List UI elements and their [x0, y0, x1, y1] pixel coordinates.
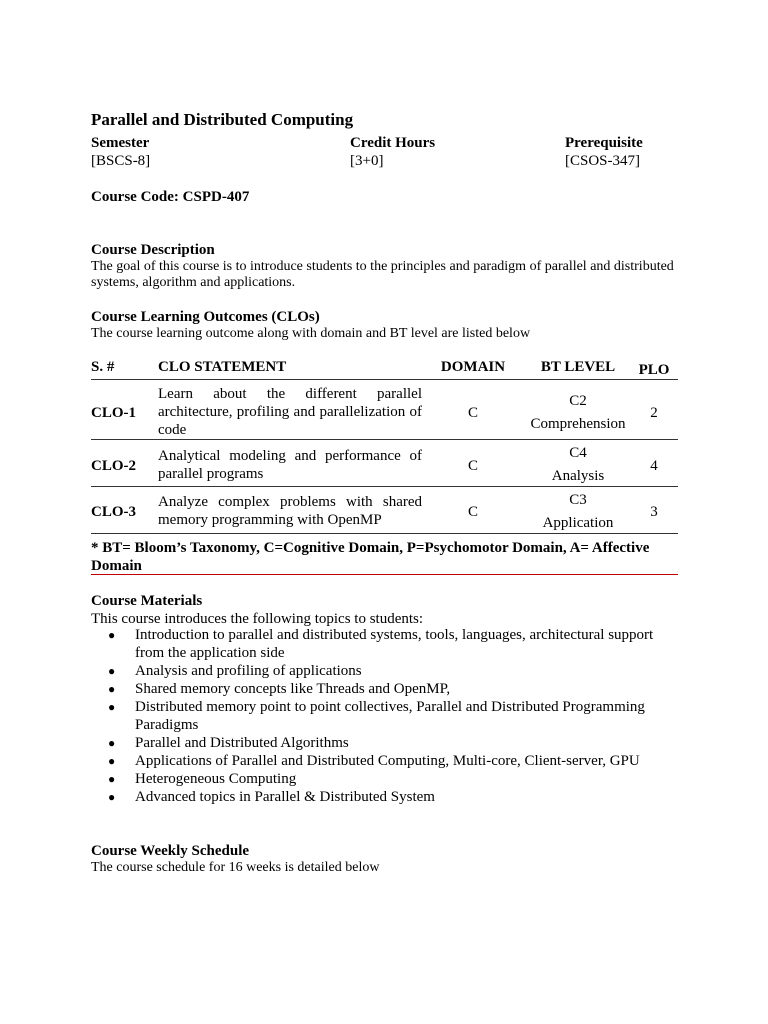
clo-domain: C	[467, 458, 478, 474]
clo-statement: Analyze complex problems with shared memory programming with OpenMP	[158, 494, 422, 528]
bullet-icon: ●	[108, 754, 116, 768]
prerequisite-value: [CSOS-347]	[565, 153, 641, 169]
list-item: ● Parallel and Distributed Algorithms	[108, 735, 349, 751]
list-item: ● Introduction to parallel and distributed systems, tools, languages, architectural support from the application side	[108, 627, 654, 661]
clo-id: CLO-1	[91, 405, 136, 421]
list-item: ● Heterogeneous Computing	[108, 771, 297, 787]
materials-heading: Course Materials	[91, 593, 203, 609]
bullet-icon: ●	[108, 682, 116, 696]
list-item: ● Shared memory concepts like Threads and OpenMP,	[108, 681, 451, 697]
clo-id: CLO-3	[91, 504, 136, 520]
col-header-statement: CLO STATEMENT	[158, 359, 287, 375]
credit-hours-value: [3+0]	[350, 153, 384, 169]
list-item: ● Advanced topics in Parallel & Distributed System	[108, 789, 435, 805]
clo-id: CLO-2	[91, 458, 136, 474]
clo-intro: The course learning outcome along with domain and BT level are listed below	[91, 326, 531, 341]
col-header-sno: S. #	[91, 359, 115, 375]
semester-value: [BSCS-8]	[91, 153, 151, 169]
table-rule	[91, 439, 678, 440]
list-item: ● Analysis and profiling of applications	[108, 663, 362, 679]
clo-bt-name: Application	[542, 515, 614, 531]
page-title: Parallel and Distributed Computing	[91, 110, 354, 129]
table-rule	[91, 486, 678, 487]
credit-hours-block	[350, 134, 435, 170]
table-rule	[91, 379, 678, 380]
clo-plo: 2	[650, 405, 658, 421]
bullet-icon: ●	[108, 790, 116, 804]
description-text: The goal of this course is to introduce students to the principles and paradigm of parallel and distributed systems, algorithm and applications.	[91, 259, 674, 290]
prerequisite-block	[565, 134, 643, 170]
clo-statement: Learn about the different parallel architecture, profiling and parallelization of code	[158, 386, 422, 438]
col-header-bt-level: BT LEVEL	[540, 359, 616, 375]
schedule-heading: Course Weekly Schedule	[91, 843, 250, 859]
clo-bt-code: C3	[569, 492, 587, 508]
table-rule	[91, 533, 678, 534]
clo-bt-name: Comprehension	[530, 416, 626, 432]
bullet-icon: ●	[108, 736, 116, 750]
col-header-plo: PLO	[638, 362, 670, 378]
bullet-icon: ●	[108, 628, 116, 642]
bt-footnote: * BT= Bloom’s Taxonomy, C=Cognitive Domain, P=Psychomotor Domain, A= Affective Domain	[91, 540, 650, 574]
bullet-icon: ●	[108, 664, 116, 678]
semester-label: Semester	[91, 135, 150, 151]
description-heading: Course Description	[91, 242, 215, 258]
materials-intro: This course introduces the following topics to students:	[91, 611, 424, 627]
col-header-domain: DOMAIN	[440, 359, 506, 375]
clo-bt-name: Analysis	[551, 468, 605, 484]
section-divider	[91, 574, 678, 575]
semester-block	[91, 134, 150, 170]
clo-plo: 4	[650, 458, 658, 474]
course-code: Course Code: CSPD-407	[91, 189, 250, 205]
bullet-icon: ●	[108, 700, 116, 714]
materials-list	[91, 626, 681, 806]
clo-statement: Analytical modeling and performance of parallel programs	[158, 448, 422, 482]
clo-domain: C	[467, 405, 478, 421]
prerequisite-label: Prerequisite	[565, 135, 643, 151]
bullet-icon: ●	[108, 772, 116, 786]
credit-hours-label: Credit Hours	[350, 135, 436, 151]
clo-domain: C	[467, 504, 478, 520]
clo-bt-code: C4	[569, 445, 587, 461]
schedule-text: The course schedule for 16 weeks is detailed below	[91, 860, 380, 875]
clo-bt-code: C2	[569, 393, 587, 409]
clo-heading: Course Learning Outcomes (CLOs)	[91, 309, 320, 325]
clo-plo: 3	[650, 504, 658, 520]
list-item: ● Applications of Parallel and Distributed Computing, Multi-core, Client-server, GPU	[108, 753, 640, 769]
list-item: ● Distributed memory point to point collectives, Parallel and Distributed Programming Paradigms	[108, 699, 645, 733]
